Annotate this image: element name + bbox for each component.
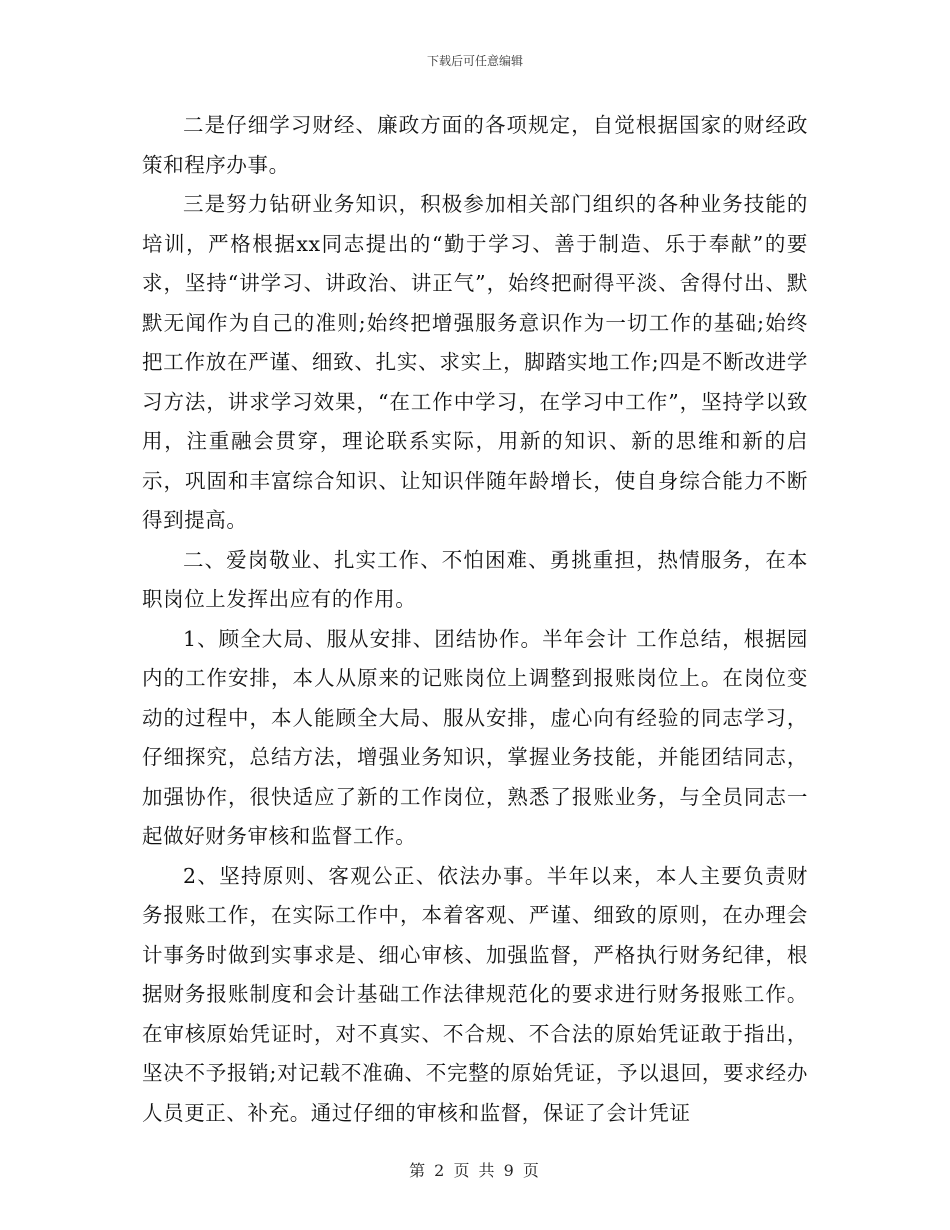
paragraph-3: 二、爱岗敬业、扎实工作、不怕困难、勇挑重担，热情服务，在本职岗位上发挥出应有的作用。 [142, 547, 808, 611]
page-header: 下载后可任意编辑 [426, 54, 523, 68]
page-footer: 第 2 页 共 9 页 [409, 1161, 541, 1180]
paragraph-2: 三是努力钻研业务知识，积极参加相关部门组织的各种业务技能的培训，严格根据xx同志提出的“勤于学习、善于制造、乐于奉献”的要求，坚持“讲学习、讲政治、讲正气”，始终把耐得平淡、舍得付出、默默无闻作为自己的准则;始终把增强服务意识作为一切工作的基础;始终把工作放在严谨、细致、扎实、求实上，脚踏实地工作;四是不断改进学习方法，讲求学习效果，“在工作中学习，在学习中工作”，坚持学以致用，注重融会贯穿，理论联系实际，用新的知识、新的思维和新的启示，巩固和丰富综合知识、让知识伴随年龄增长，使自身综合能力不断得到提高。 [142, 192, 808, 532]
paragraph-5: 2、坚持原则、客观公正、依法办事。半年以来，本人主要负责财务报账工作，在实际工作中，本着客观、严谨、细致的原则，在办理会计事务时做到实事求是、细心审核、加强监督，严格执行财务纪律，根据财务报账制度和会计基础工作法律规范化的要求进行财务报账工作。在审核原始凭证时，对不真实、不合规、不合法的原始凭证敢于指出，坚决不予报销;对记载不准确、不完整的原始凭证，予以退回，要求经办人员更正、补充。通过仔细的审核和监督，保证了会计凭证 [142, 863, 808, 1125]
paragraph-1: 二是仔细学习财经、廉政方面的各项规定，自觉根据国家的财经政策和程序办事。 [142, 113, 808, 177]
document-body [142, 106, 808, 1133]
paragraph-4: 1、顾全大局、服从安排、团结协作。半年会计 工作总结，根据园内的工作安排，本人从原来的记账岗位上调整到报账岗位上。在岗位变动的过程中，本人能顾全大局、服从安排，虚心向有经验的同志学习，仔细探究，总结方法，增强业务知识，掌握业务技能，并能团结同志，加强协作，很快适应了新的工作岗位，熟悉了报账业务，与全员同志一起做好财务审核和监督工作。 [142, 626, 808, 848]
